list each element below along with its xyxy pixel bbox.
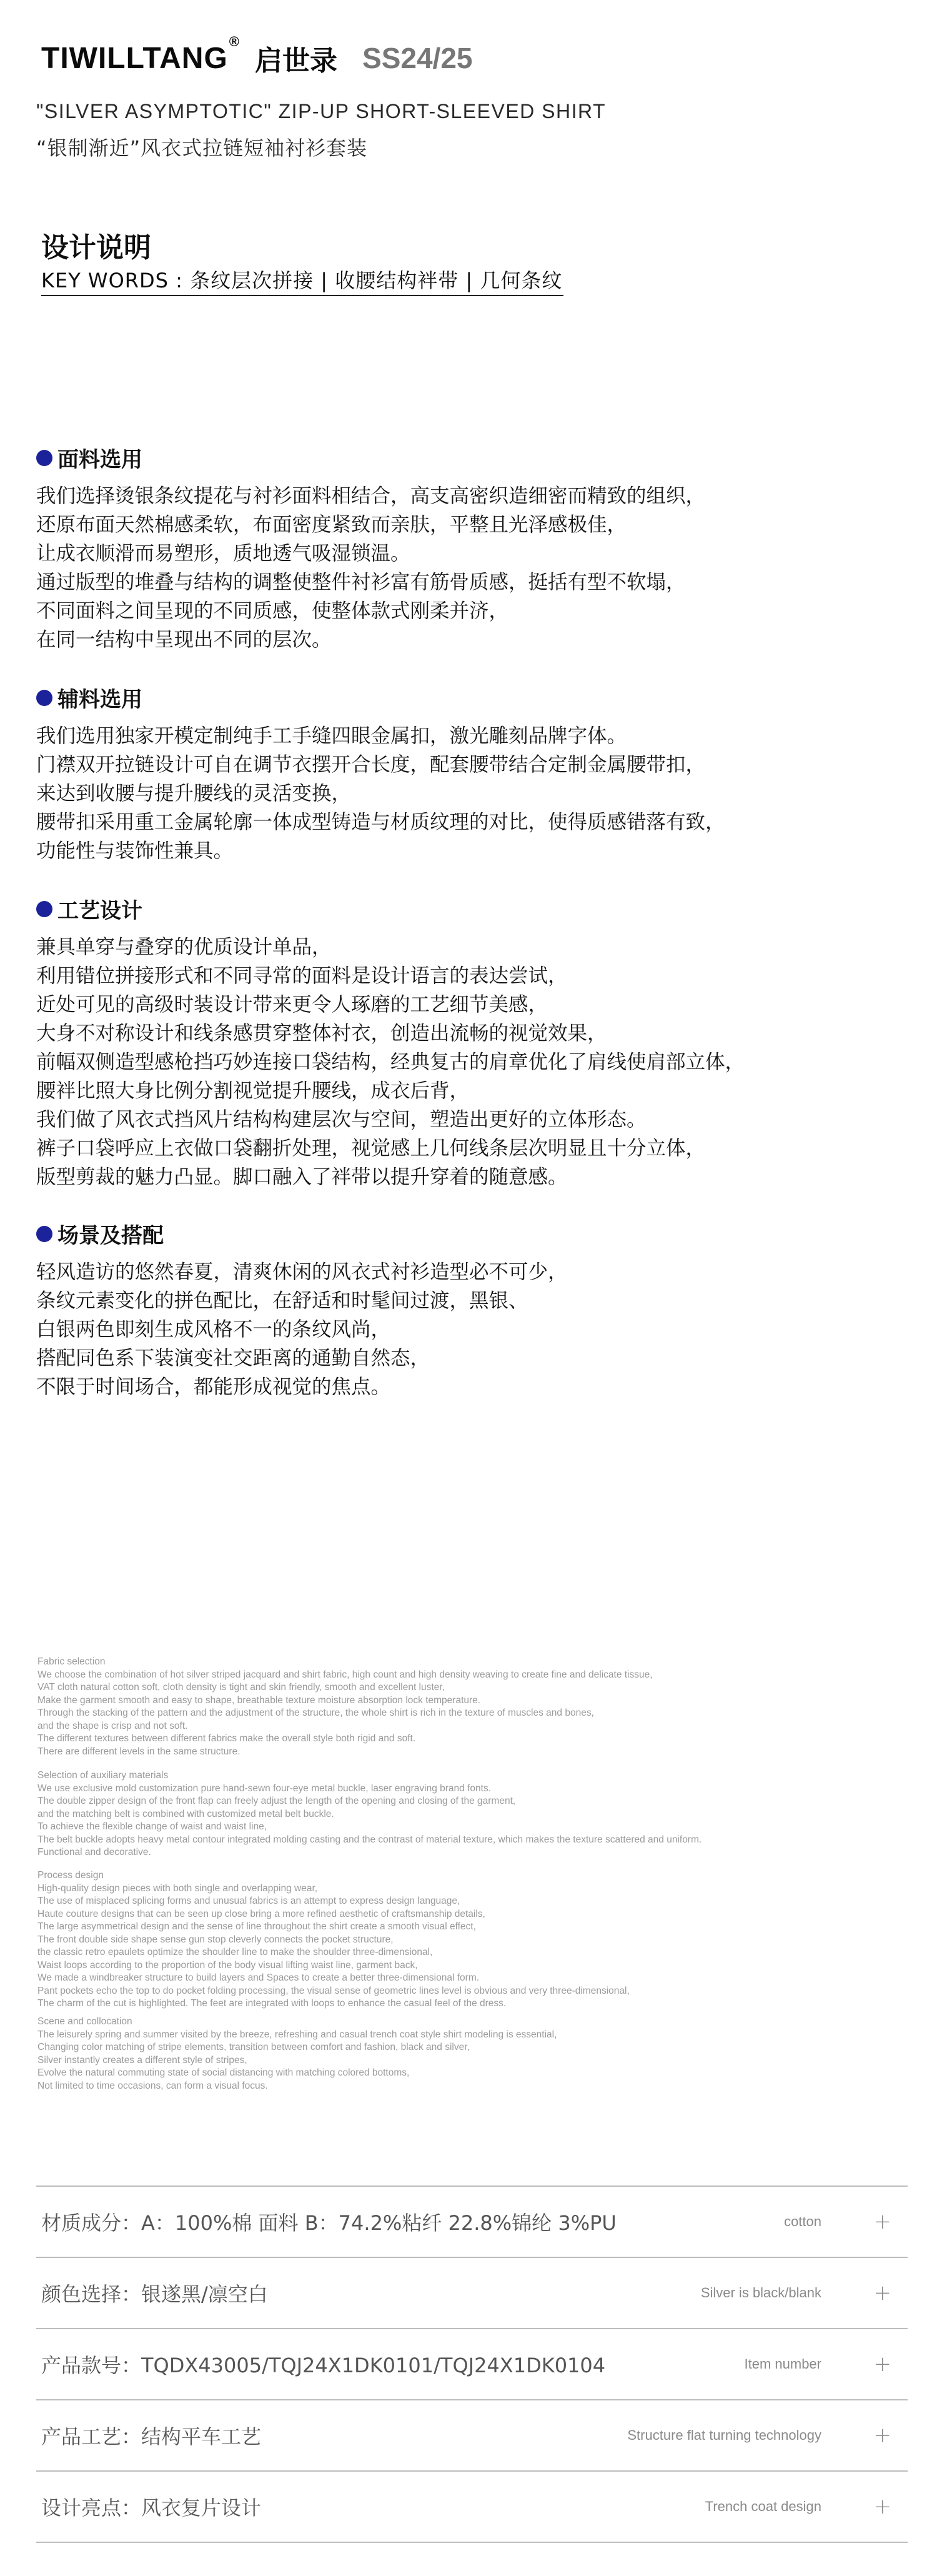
spec-label: 产品款号：TQDX43005/TQJ24X1DK0101/TQJ24X1DK0104 [41, 2354, 606, 2377]
english-accessories [37, 1769, 912, 1859]
section-line: 我们选用独家开模定制纯手工手缝四眼金属扣，激光雕刻品牌字体。 [36, 725, 627, 747]
english-line: We use exclusive mold customization pure hand-sewn four-eye metal buckle, laser engraving brand fonts. [37, 1783, 492, 1794]
english-line: Make the garment smooth and easy to shape, breathable texture moisture absorption lock temperature. [37, 1694, 481, 1706]
bullet-dot-icon [36, 690, 52, 706]
plus-icon[interactable]: + [873, 2352, 891, 2377]
section-line: 大身不对称设计和线条感贯穿整体衬衣，创造出流畅的视觉效果， [36, 1022, 607, 1045]
section-line: 兼具单穿与叠穿的优质设计单品， [36, 936, 332, 958]
section-line: 还原布面天然棉感柔软，布面密度紧致而亲肤，平整且光泽感极佳， [36, 514, 627, 536]
spec-label: 产品工艺：结构平车工艺 [41, 2425, 262, 2449]
section-fabric [36, 442, 911, 654]
section-line: 轻风造访的悠然春夏，清爽休闲的风衣式衬衫造型必不可少， [36, 1261, 568, 1283]
brand-logo-en: TIWILLTANG® [41, 33, 240, 75]
english-process [37, 1869, 912, 2011]
spec-en-label: cotton [784, 2214, 821, 2229]
spec-en-label: Silver is black/blank [700, 2285, 821, 2300]
spec-en-label: Item number [744, 2356, 821, 2372]
english-line: Evolve the natural commuting state of social distancing with matching colored bottoms, [37, 2067, 410, 2078]
english-title: Selection of auxiliary materials [37, 1770, 169, 1781]
bullet-dot-icon [36, 1226, 52, 1242]
section-line: 来达到收腰与提升腰线的灵活变换， [36, 782, 352, 805]
english-line: The charm of the cut is highlighted. The feet are integrated with loops to enhance the casual feel of the dress. [37, 1998, 507, 2009]
english-line: The belt buckle adopts heavy metal contour integrated molding casting and the contrast of material texture, which makes the texture scattered and uniform. [37, 1834, 702, 1845]
english-title: Scene and collocation [37, 2016, 132, 2027]
english-line: The use of misplaced splicing forms and unusual fabrics is an attempt to express design language, [37, 1896, 460, 1906]
section-line: 门襟双开拉链设计可自在调节衣摆开合长度，配套腰带结合定制金属腰带扣， [36, 753, 706, 776]
section-line: 我们选择烫银条纹提花与衬衫面料相结合，高支高密织造细密而精致的组织， [36, 485, 706, 507]
keywords-line: KEY WORDS : 条纹层次拼接 | 收腰结构袢带 | 几何条纹 [41, 269, 563, 292]
bullet-dot-icon [36, 450, 52, 466]
plus-icon[interactable]: + [873, 2280, 891, 2305]
product-title-cn: “银制渐近”风衣式拉链短袖衬衫套装 [36, 136, 368, 160]
english-line: The large asymmetrical design and the sense of line throughout the shirt create a smooth visual effect, [37, 1921, 476, 1932]
section-line: 白银两色即刻生成风格不一的条纹风尚， [36, 1318, 391, 1341]
english-line: To achieve the flexible change of waist and waist line, [37, 1821, 267, 1832]
english-fabric [37, 1656, 912, 1758]
section-scene [36, 1218, 911, 1401]
english-line: Pant pockets echo the top to do pocket folding processing, the visual sense of geometric lines level is obvious and very three-dimensional, [37, 1985, 630, 1996]
spec-row-technology[interactable] [36, 2400, 908, 2472]
section-title: 工艺设计 [36, 893, 911, 924]
english-line: We made a windbreaker structure to build layers and Spaces to create a better three-dimensional form. [37, 1972, 480, 1983]
english-line: High-quality design pieces with both single and overlapping wear, [37, 1882, 318, 1894]
section-line: 让成衣顺滑而易塑形，质地透气吸湿锁温。 [36, 542, 410, 565]
english-line: Waist loops according to the proportion of the body visual lifting waist line, garment back, [37, 1959, 418, 1971]
product-title-en: "SILVER ASYMPTOTIC" ZIP-UP SHORT-SLEEVED SHIRT [36, 100, 607, 122]
english-line: Not limited to time occasions, can form a visual focus. [37, 2080, 268, 2091]
english-line: Changing color matching of stripe elements, transition between comfort and fashion, black and silver, [37, 2042, 470, 2052]
section-title: 辅料选用 [36, 682, 911, 713]
english-line: Functional and decorative. [37, 1847, 151, 1857]
section-line: 腰带扣采用重工金属轮廓一体成型铸造与材质纹理的对比，使得质感错落有致， [36, 811, 725, 833]
section-line: 前幅双侧造型感枪挡巧妙连接口袋结构，经典复古的肩章优化了肩线使肩部立体， [36, 1051, 745, 1073]
section-title: 面料选用 [36, 442, 911, 473]
section-title: 场景及搭配 [36, 1218, 911, 1249]
section-line: 版型剪裁的魅力凸显。脚口融入了袢带以提升穿着的随意感。 [36, 1166, 568, 1188]
section-line: 近处可见的高级时装设计带来更令人琢磨的工艺细节美感， [36, 993, 548, 1016]
section-line: 不同面料之间呈现的不同质感，使整体款式刚柔并济， [36, 600, 509, 622]
spec-label: 设计亮点：风衣复片设计 [41, 2496, 262, 2520]
section-line: 在同一结构中呈现出不同的层次。 [36, 629, 332, 651]
english-scene [37, 2016, 912, 2092]
english-line: Through the stacking of the pattern and the adjustment of the structure, the whole shirt is rich in the texture of muscles and bones, [37, 1708, 594, 1718]
section-accessories [36, 682, 911, 865]
section-line: 功能性与装饰性兼具。 [36, 840, 234, 862]
english-line: the classic retro epaulets optimize the shoulder line to make the shoulder three-dimensional, [37, 1947, 433, 1957]
english-line: There are different levels in the same structure. [37, 1746, 240, 1757]
brand-logo-cn: 启世录 [255, 45, 338, 77]
design-heading: 设计说明 [41, 232, 151, 264]
english-line: VAT cloth natural cotton soft, cloth density is tight and skin friendly, smooth and excellent luster, [37, 1682, 445, 1693]
spec-row-item-number[interactable] [36, 2329, 908, 2400]
english-line: Haute couture designs that can be seen up close bring a more refined aesthetic of craftsmanship details, [37, 1908, 485, 1919]
plus-icon[interactable]: + [873, 2209, 891, 2234]
english-title: Fabric selection [37, 1656, 106, 1667]
english-line: Silver instantly creates a different style of stripes, [37, 2054, 247, 2066]
english-line: The different textures between different fabrics make the overall style both rigid and soft. [37, 1733, 416, 1744]
english-title: Process design [37, 1870, 104, 1881]
season-label: SS24/25 [362, 42, 473, 74]
keywords-underline [41, 295, 563, 296]
brand-header [41, 33, 473, 80]
spec-en-label: Structure flat turning technology [627, 2427, 821, 2443]
spec-row-color[interactable] [36, 2258, 908, 2329]
spec-label: 材质成分：A：100%棉 面料 B：74.2%粘纤 22.8%锦纶 3%PU [41, 2211, 617, 2235]
section-line: 通过版型的堆叠与结构的调整使整件衬衫富有筋骨质感，挺括有型不软塌， [36, 571, 686, 594]
section-line: 搭配同色系下装演变社交距离的通勤自然态， [36, 1347, 430, 1370]
plus-icon[interactable]: + [873, 2494, 891, 2519]
section-line: 腰袢比照大身比例分割视觉提升腰线，成衣后背， [36, 1080, 470, 1102]
section-process [36, 893, 911, 1191]
english-line: The leisurely spring and summer visited by the breeze, refreshing and casual trench coat style shirt modeling is essential, [37, 2029, 557, 2040]
english-line: The front double side shape sense gun stop cleverly connects the pocket structure, [37, 1934, 394, 1945]
section-line: 不限于时间场合，都能形成视觉的焦点。 [36, 1376, 391, 1398]
english-line: The double zipper design of the front flap can freely adjust the length of the opening and closing of the garment, [37, 1796, 516, 1806]
english-line: We choose the combination of hot silver striped jacquard and shirt fabric, high count and high density weaving to create fine and delicate tissue, [37, 1669, 653, 1680]
english-line: and the matching belt is combined with customized metal belt buckle. [37, 1808, 334, 1819]
english-line: and the shape is crisp and not soft. [37, 1720, 188, 1731]
section-line: 我们做了风衣式挡风片结构构建层次与空间，塑造出更好的立体形态。 [36, 1108, 647, 1131]
spec-en-label: Trench coat design [705, 2499, 821, 2514]
spec-label: 颜色选择：银遂黑/凛空白 [41, 2282, 268, 2306]
spec-row-highlight[interactable] [36, 2472, 908, 2543]
bullet-dot-icon [36, 901, 52, 917]
section-line: 条纹元素变化的拼色配比，在舒适和时髦间过渡，黑银、 [36, 1290, 528, 1312]
spec-row-material[interactable] [36, 2187, 908, 2258]
section-line: 利用错位拼接形式和不同寻常的面料是设计语言的表达尝试， [36, 965, 568, 987]
section-line: 裤子口袋呼应上衣做口袋翻折处理，视觉感上几何线条层次明显且十分立体， [36, 1137, 706, 1160]
plus-icon[interactable]: + [873, 2423, 891, 2448]
